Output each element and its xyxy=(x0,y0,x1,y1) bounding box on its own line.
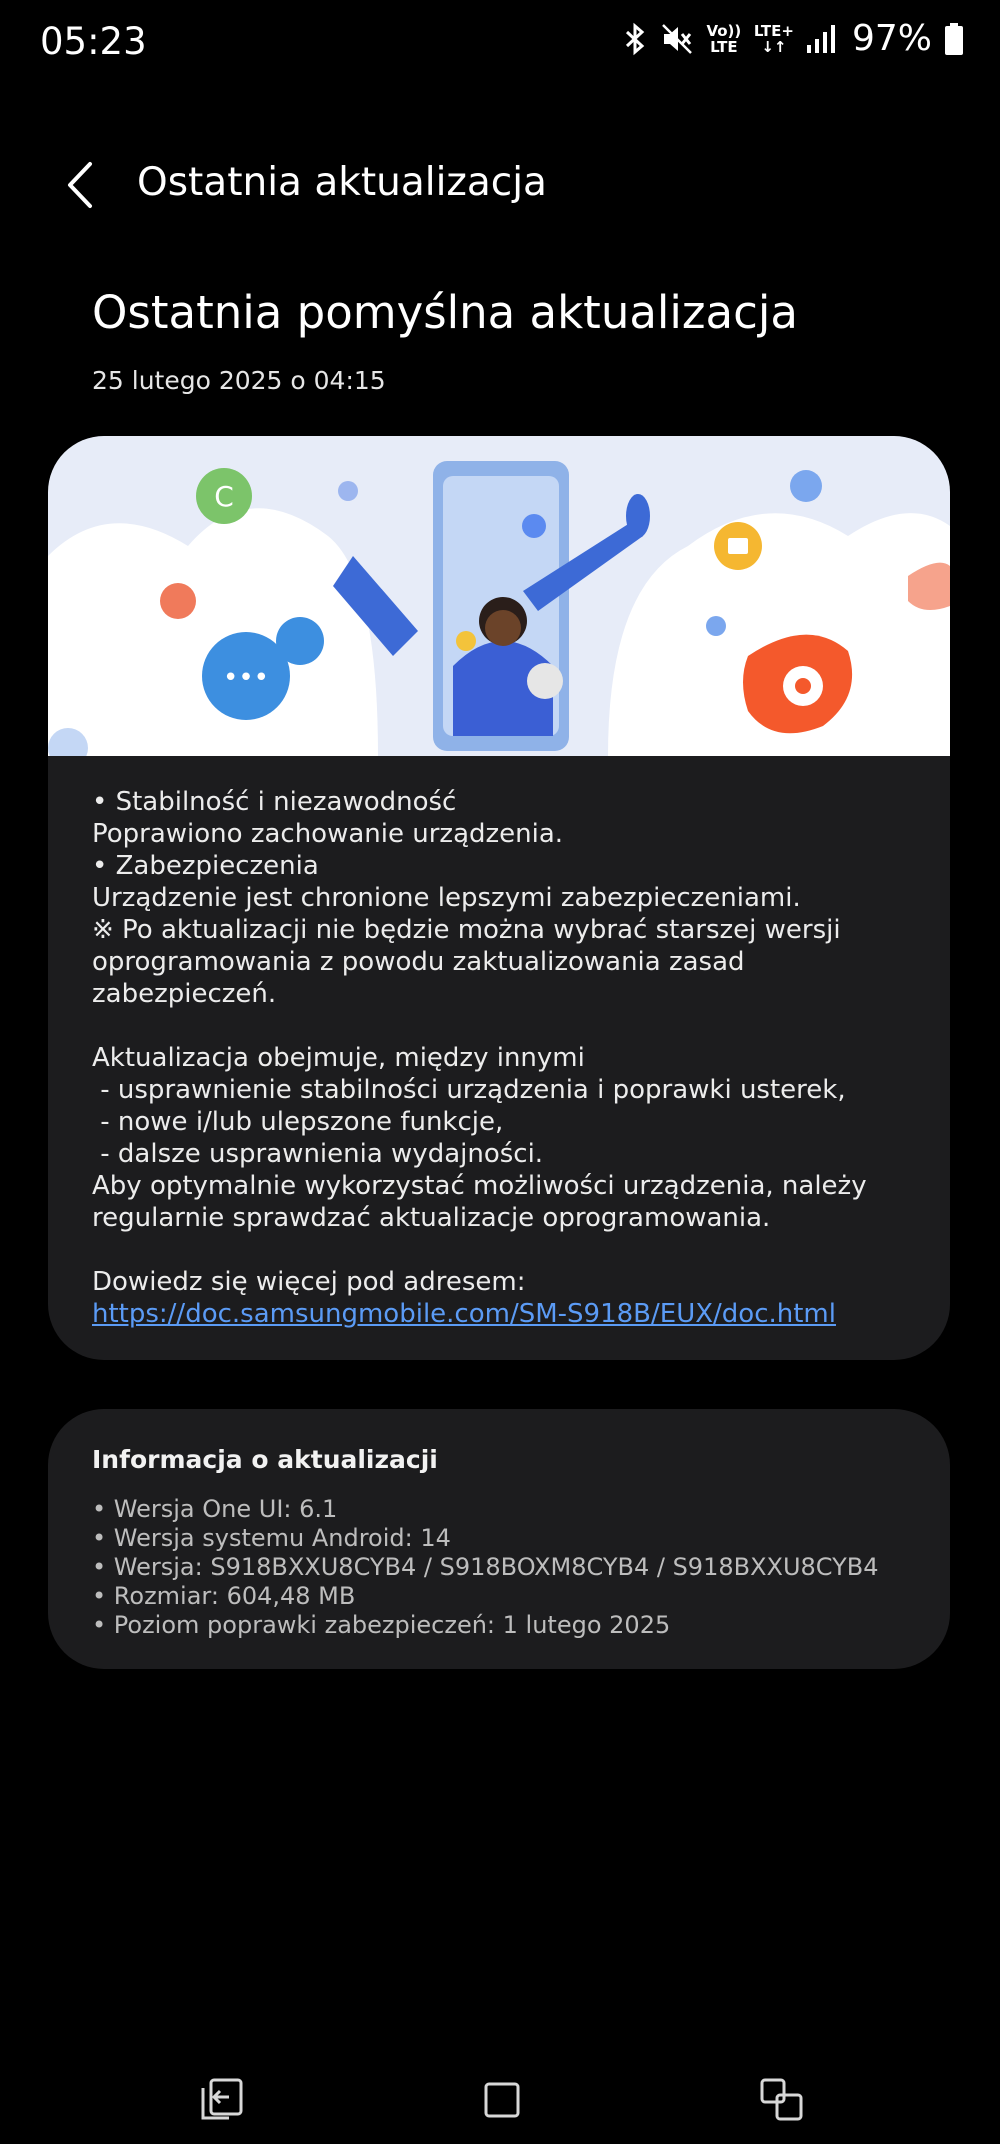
notes-line: oprogramowania z powodu zaktualizowania zasad zabezpieczeń. xyxy=(92,947,745,1009)
status-icons xyxy=(622,18,964,59)
notes-line: • Zabezpieczenia xyxy=(92,851,319,881)
info-item: • Poziom poprawki zabezpieczeń: 1 lutego 2025 xyxy=(92,1611,671,1639)
update-info-card xyxy=(48,1409,950,1669)
notes-line: Aktualizacja obejmuje, między innymi xyxy=(92,1043,585,1073)
info-item: • Wersja One UI: 6.1 xyxy=(92,1495,338,1523)
battery-icon xyxy=(944,22,964,56)
notes-line: • Stabilność i niezawodność xyxy=(92,787,457,817)
update-date: 25 lutego 2025 o 04:15 xyxy=(92,366,386,395)
recent-apps-icon xyxy=(199,2078,245,2122)
volte-label: Vo)) LTE xyxy=(706,21,742,56)
info-item: • Rozmiar: 604,48 MB xyxy=(92,1582,356,1610)
lte-plus-icon xyxy=(754,23,794,55)
chevron-left-icon xyxy=(65,160,95,210)
notes-line: Poprawiono zachowanie urządzenia. xyxy=(92,819,564,849)
info-item: • Wersja systemu Android: 14 xyxy=(92,1524,451,1552)
notes-line: ※ Po aktualizacji nie będzie można wybrać starszej wersji xyxy=(92,915,841,945)
notes-line: Dowiedz się więcej pod adresem: xyxy=(92,1267,526,1297)
spacer xyxy=(92,1010,922,1042)
svg-text:C: C xyxy=(214,480,234,513)
status-time: 05:23 xyxy=(40,20,147,63)
volte-icon xyxy=(706,23,742,55)
data-arrows-icon: ↓↑ xyxy=(761,37,787,56)
notes-line: - usprawnienie stabilności urządzenia i poprawki usterek, xyxy=(92,1075,846,1105)
release-notes-card xyxy=(48,436,950,1360)
mute-icon xyxy=(660,22,694,56)
page-title: Ostatnia pomyślna aktualizacja xyxy=(92,286,798,339)
update-illustration xyxy=(48,436,950,756)
back-button[interactable] xyxy=(50,150,110,220)
header-title: Ostatnia aktualizacja xyxy=(137,160,547,205)
notes-line: regularnie sprawdzać aktualizacje oprogramowania. xyxy=(92,1203,771,1233)
svg-text:•••: ••• xyxy=(222,663,270,693)
home-icon xyxy=(482,2080,522,2120)
update-info-list xyxy=(92,1495,879,1640)
status-bar xyxy=(0,0,1000,86)
navigation-bar xyxy=(0,2050,1000,2144)
info-item: • Wersja: S918BXXU8CYB4 / S918BOXM8CYB4 / S918BXXU8CYB4 xyxy=(92,1553,879,1581)
bluetooth-icon xyxy=(622,22,648,56)
back-nav-icon xyxy=(759,2077,805,2123)
spacer xyxy=(92,1234,922,1266)
back-nav-button[interactable] xyxy=(752,2070,812,2130)
notes-line: - dalsze usprawnienia wydajności. xyxy=(92,1139,544,1169)
recent-apps-button[interactable] xyxy=(192,2070,252,2130)
doc-link[interactable]: https://doc.samsungmobile.com/SM-S918B/EUX/doc.html xyxy=(92,1299,836,1329)
notes-line: Urządzenie jest chronione lepszymi zabezpieczeniami. xyxy=(92,883,801,913)
notes-line: - nowe i/lub ulepszone funkcje, xyxy=(92,1107,504,1137)
home-button[interactable] xyxy=(472,2070,532,2130)
signal-icon xyxy=(806,23,836,55)
notes-line: Aby optymalnie wykorzystać możliwości urządzenia, należy xyxy=(92,1171,867,1201)
update-info-title: Informacja o aktualizacji xyxy=(92,1445,438,1474)
battery-percent: 97% xyxy=(851,18,932,59)
release-notes-text xyxy=(92,786,922,1330)
lte-plus-label: LTE+ xyxy=(753,21,794,40)
